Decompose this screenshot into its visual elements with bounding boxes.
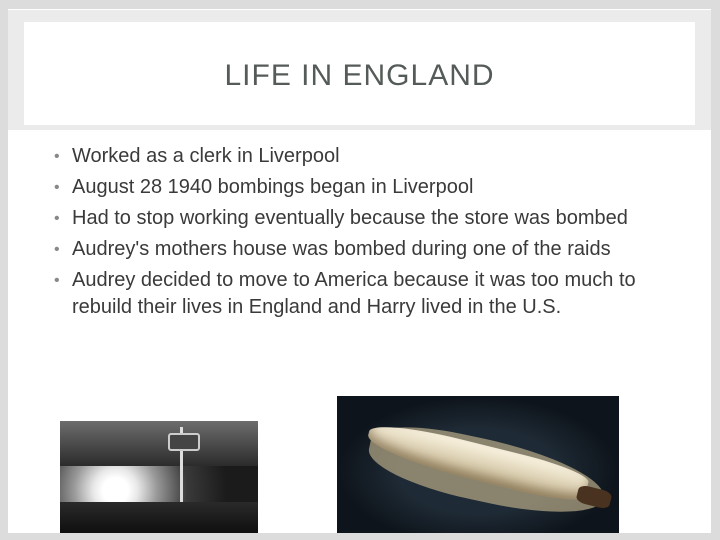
photo-ground [60, 502, 258, 533]
bullet-item [54, 236, 674, 263]
bullet-text: Audrey's mothers house was bombed during one of the raids [72, 238, 611, 260]
bullet-text: Had to stop working eventually because the store was bombed [72, 207, 628, 229]
slide-title: LIFE IN ENGLAND [224, 58, 495, 92]
bullet-icon: • [54, 179, 60, 196]
bullet-text: Worked as a clerk in Liverpool [72, 145, 340, 167]
bombing-explosion-photo [60, 421, 258, 533]
bullet-icon: • [54, 272, 60, 289]
bullet-icon: • [54, 210, 60, 227]
bullet-list [54, 143, 674, 325]
bullet-icon: • [54, 148, 60, 165]
bullet-item [54, 143, 674, 170]
bullet-text: Audrey decided to move to America because it was too much to rebuild their lives in England and Harry lived in the U.S. [72, 269, 636, 318]
bullet-text: August 28 1940 bombings began in Liverpool [72, 176, 474, 198]
bomb-object-photo [337, 396, 619, 533]
bullet-item [54, 267, 674, 321]
bullet-item [54, 174, 674, 201]
bullet-icon: • [54, 241, 60, 258]
bullet-item [54, 205, 674, 232]
street-lamp [168, 433, 200, 451]
title-box [24, 22, 695, 125]
photo-sky [60, 421, 258, 466]
